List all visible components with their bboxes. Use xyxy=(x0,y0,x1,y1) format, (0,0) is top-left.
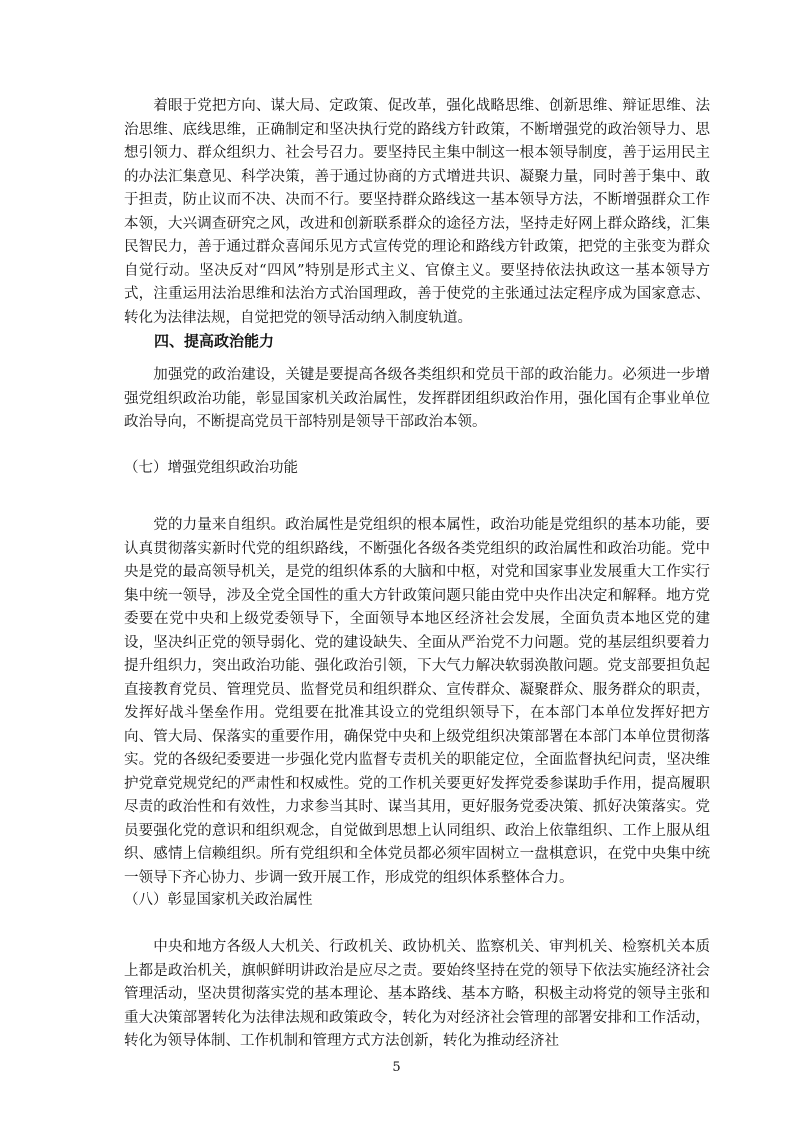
body-paragraph-4: 中央和地方各级人大机关、行政机关、政协机关、监察机关、审判机关、检察机关本质上都是政治机关，旗帜鲜明讲政治是应尽之责。要始终坚持在党的领导下依法实施经济社会管理活动，坚决贯彻落实党的基本理论、基本路线、基本方略，积极主动将党的领导主张和重大决策部署转化为法律法规和政策政令，转化为对经济社会管理的部署安排和工作活动，转化为领导体制、工作机制和管理方式方法创新，转化为推动经济社 xyxy=(124,939,710,1049)
body-paragraph-1: 着眼于党把方向、谋大局、定政策、促改革，强化战略思维、创新思维、辩证思维、法治思维、底线思维，正确制定和坚决执行党的路线方针政策，不断增强党的政治领导力、思想引领力、群众组织力、社会号召力。要坚持民主集中制这一根本领导制度，善于运用民主的办法汇集意见、科学决策，善于通过协商的方式增进共识、凝聚力量，同时善于集中、敢于担责，防止议而不决、决而不行。要坚持群众路线这一基本领导方法，不断增强群众工作本领，大兴调查研究之风，改进和创新联系群众的途径方法，坚持走好网上群众路线，汇集民智民力，善于通过群众喜闻乐见方式宣传党的理论和路线方针政策，把党的主张变为群众自觉行动。坚决反对“四风”特别是形式主义、官僚主义。要坚持依法执政这一基本领导方式，注重运用法治思维和法治方式治国理政，善于使党的主张通过法定程序成为国家意志、转化为法律法规，自觉把党的领导活动纳入制度轨道。 xyxy=(124,98,710,326)
subsection-heading-8: （八）彰显国家机关政治属性 xyxy=(124,892,313,908)
section-heading: 四、提高政治能力 xyxy=(154,332,275,350)
body-paragraph-2: 加强党的政治建设，关键是要提高各级各类组织和党员干部的政治能力。必须进一步增强党组织政治功能，彰显国家机关政治属性，发挥群团组织政治作用，强化国有企事业单位政治导向，不断提高党员干部特别是领导干部政治本领。 xyxy=(124,367,710,430)
subsection-heading-7: （七）增强党组织政治功能 xyxy=(124,460,298,476)
body-paragraph-3: 党的力量来自组织。政治属性是党组织的根本属性，政治功能是党组织的基本功能，要认真贯彻落实新时代党的组织路线，不断强化各级各类党组织的政治属性和政治功能。党中央是党的最高领导机关，是党的组织体系的大脑和中枢，对党和国家事业发展重大工作实行集中统一领导，涉及全党全国性的重大方针政策问题只能由党中央作出决定和解释。地方党委要在党中央和上级党委领导下，全面领导本地区经济社会发展，全面负责本地区党的建设，坚决纠正党的领导弱化、党的建设缺失、全面从严治党不力问题。党的基层组织要着力提升组织力，突出政治功能、强化政治引领，下大气力解决软弱涣散问题。党支部要担负起直接教育党员、管理党员、监督党员和组织群众、宣传群众、凝聚群众、服务群众的职责，发挥好战斗堡垒作用。党组要在批准其设立的党组织领导下，在本部门本单位发挥好把方向、管大局、保落实的重要作用，确保党中央和上级党组织决策部署在本部门本单位贯彻落实。党的各级纪委要进一步强化党内监督专责机关的职能定位，全面监督执纪问责，坚决维护党章党规党纪的严肃性和权威性。党的工作机关要更好发挥党委参谋助手作用，提高履职尽责的政治性和有效性，力求参当其时、谋当其用，更好服务党委决策、抓好决策落实。党员要强化党的意识和组织观念，自觉做到思想上认同组织、政治上依靠组织、工作上服从组织、感情上信赖组织。所有党组织和全体党员都必须牢固树立一盘棋意识，在党中央集中统一领导下齐心协力、步调一致开展工作，形成党的组织体系整体合力。 xyxy=(124,517,710,886)
page-number: 5 xyxy=(392,1060,401,1075)
